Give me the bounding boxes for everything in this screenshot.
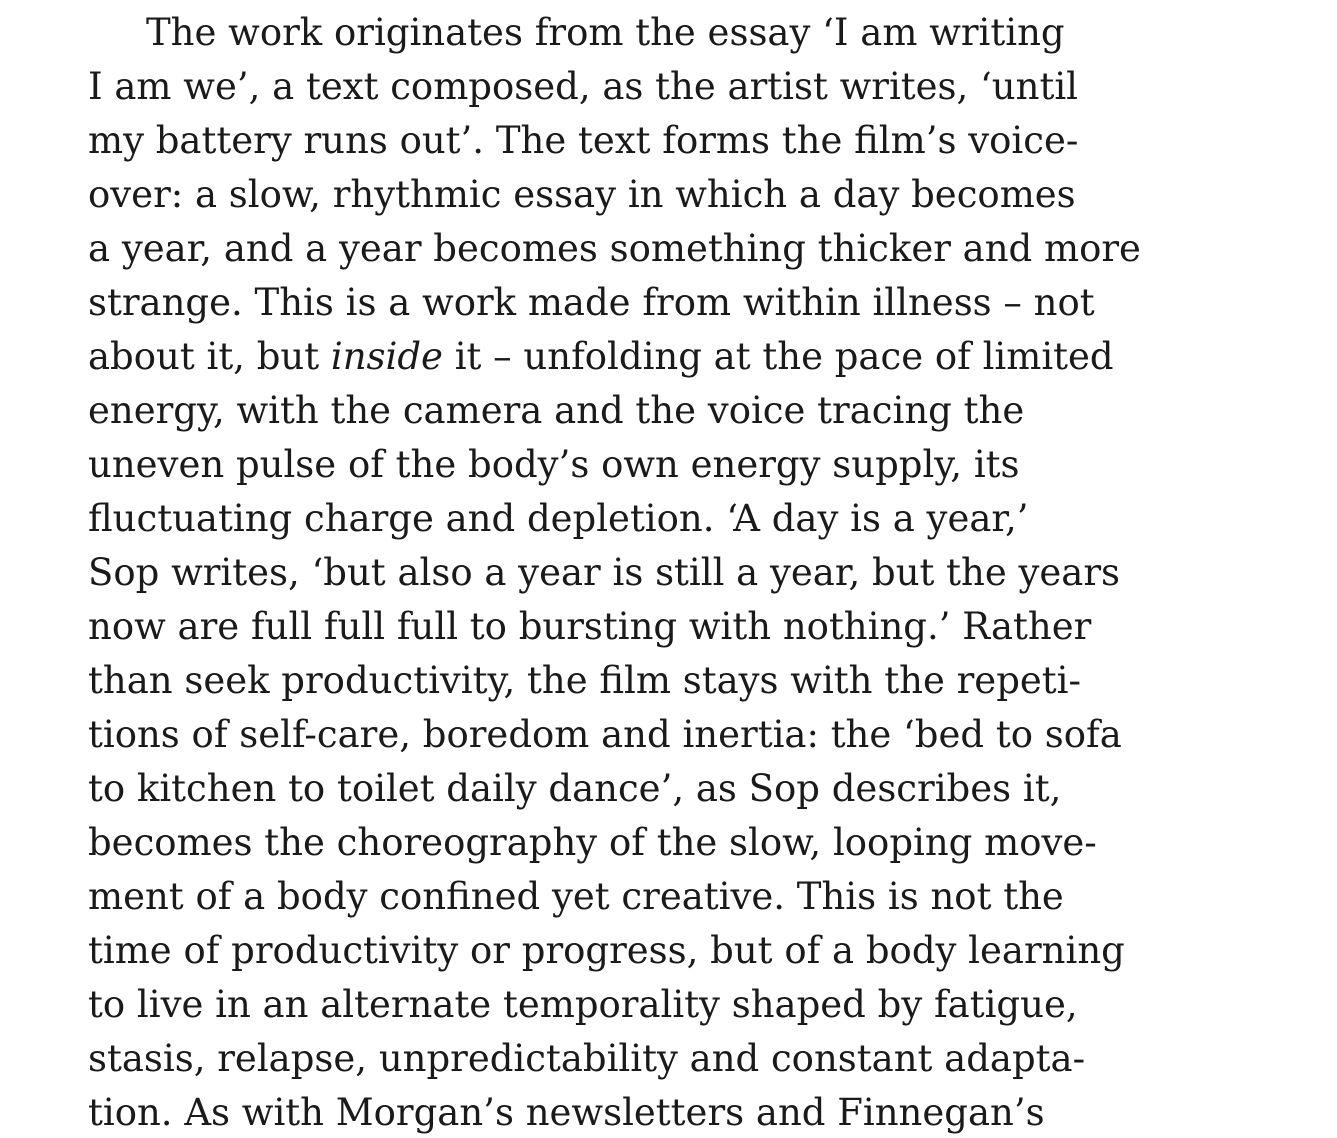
text-line-16: becomes the choreography of the slow, looping move- — [88, 821, 1097, 864]
text-line-7-after: it – unfolding at the pace of limited — [442, 335, 1114, 378]
text-line-15: to kitchen to toilet daily dance’, as Sop describes it, — [88, 767, 1062, 810]
text-line-6: strange. This is a work made from within illness – not — [88, 281, 1095, 324]
text-line-10: fluctuating charge and depletion. ‘A day is a year,’ — [88, 497, 1029, 540]
text-line-17: ment of a body confined yet creative. This is not the — [88, 875, 1064, 918]
text-line-3: my battery runs out’. The text forms the film’s voice- — [88, 119, 1079, 162]
text-line-21: tion. As with Morgan’s newsletters and Finnegan’s — [88, 1091, 1045, 1134]
text-line-14: tions of self-care, boredom and inertia: the ‘bed to sofa — [88, 713, 1122, 756]
text-line-8: energy, with the camera and the voice tracing the — [88, 389, 1025, 432]
text-line-20: stasis, relapse, unpredictability and constant adapta- — [88, 1037, 1086, 1080]
text-line-1: The work originates from the essay ‘I am writing — [146, 11, 1065, 54]
body-paragraph — [88, 6, 1298, 1138]
italic-word-inside: inside — [330, 335, 443, 378]
text-line-7-before: about it, but — [88, 335, 331, 378]
text-line-7 — [88, 330, 1298, 384]
text-line-12: now are full full full to bursting with nothing.’ Rather — [88, 605, 1092, 648]
text-line-9: uneven pulse of the body’s own energy supply, its — [88, 443, 1020, 486]
text-line-19: to live in an alternate temporality shaped by fatigue, — [88, 983, 1078, 1026]
text-line-5: a year, and a year becomes something thicker and more — [88, 227, 1141, 270]
text-line-18: time of productivity or progress, but of a body learning — [88, 929, 1125, 972]
text-line-4: over: a slow, rhythmic essay in which a day becomes — [88, 173, 1076, 216]
text-line-2: I am we’, a text composed, as the artist writes, ‘until — [88, 65, 1079, 108]
text-line-11: Sop writes, ‘but also a year is still a year, but the years — [88, 551, 1121, 594]
text-line-13: than seek productivity, the film stays with the repeti- — [88, 659, 1081, 702]
